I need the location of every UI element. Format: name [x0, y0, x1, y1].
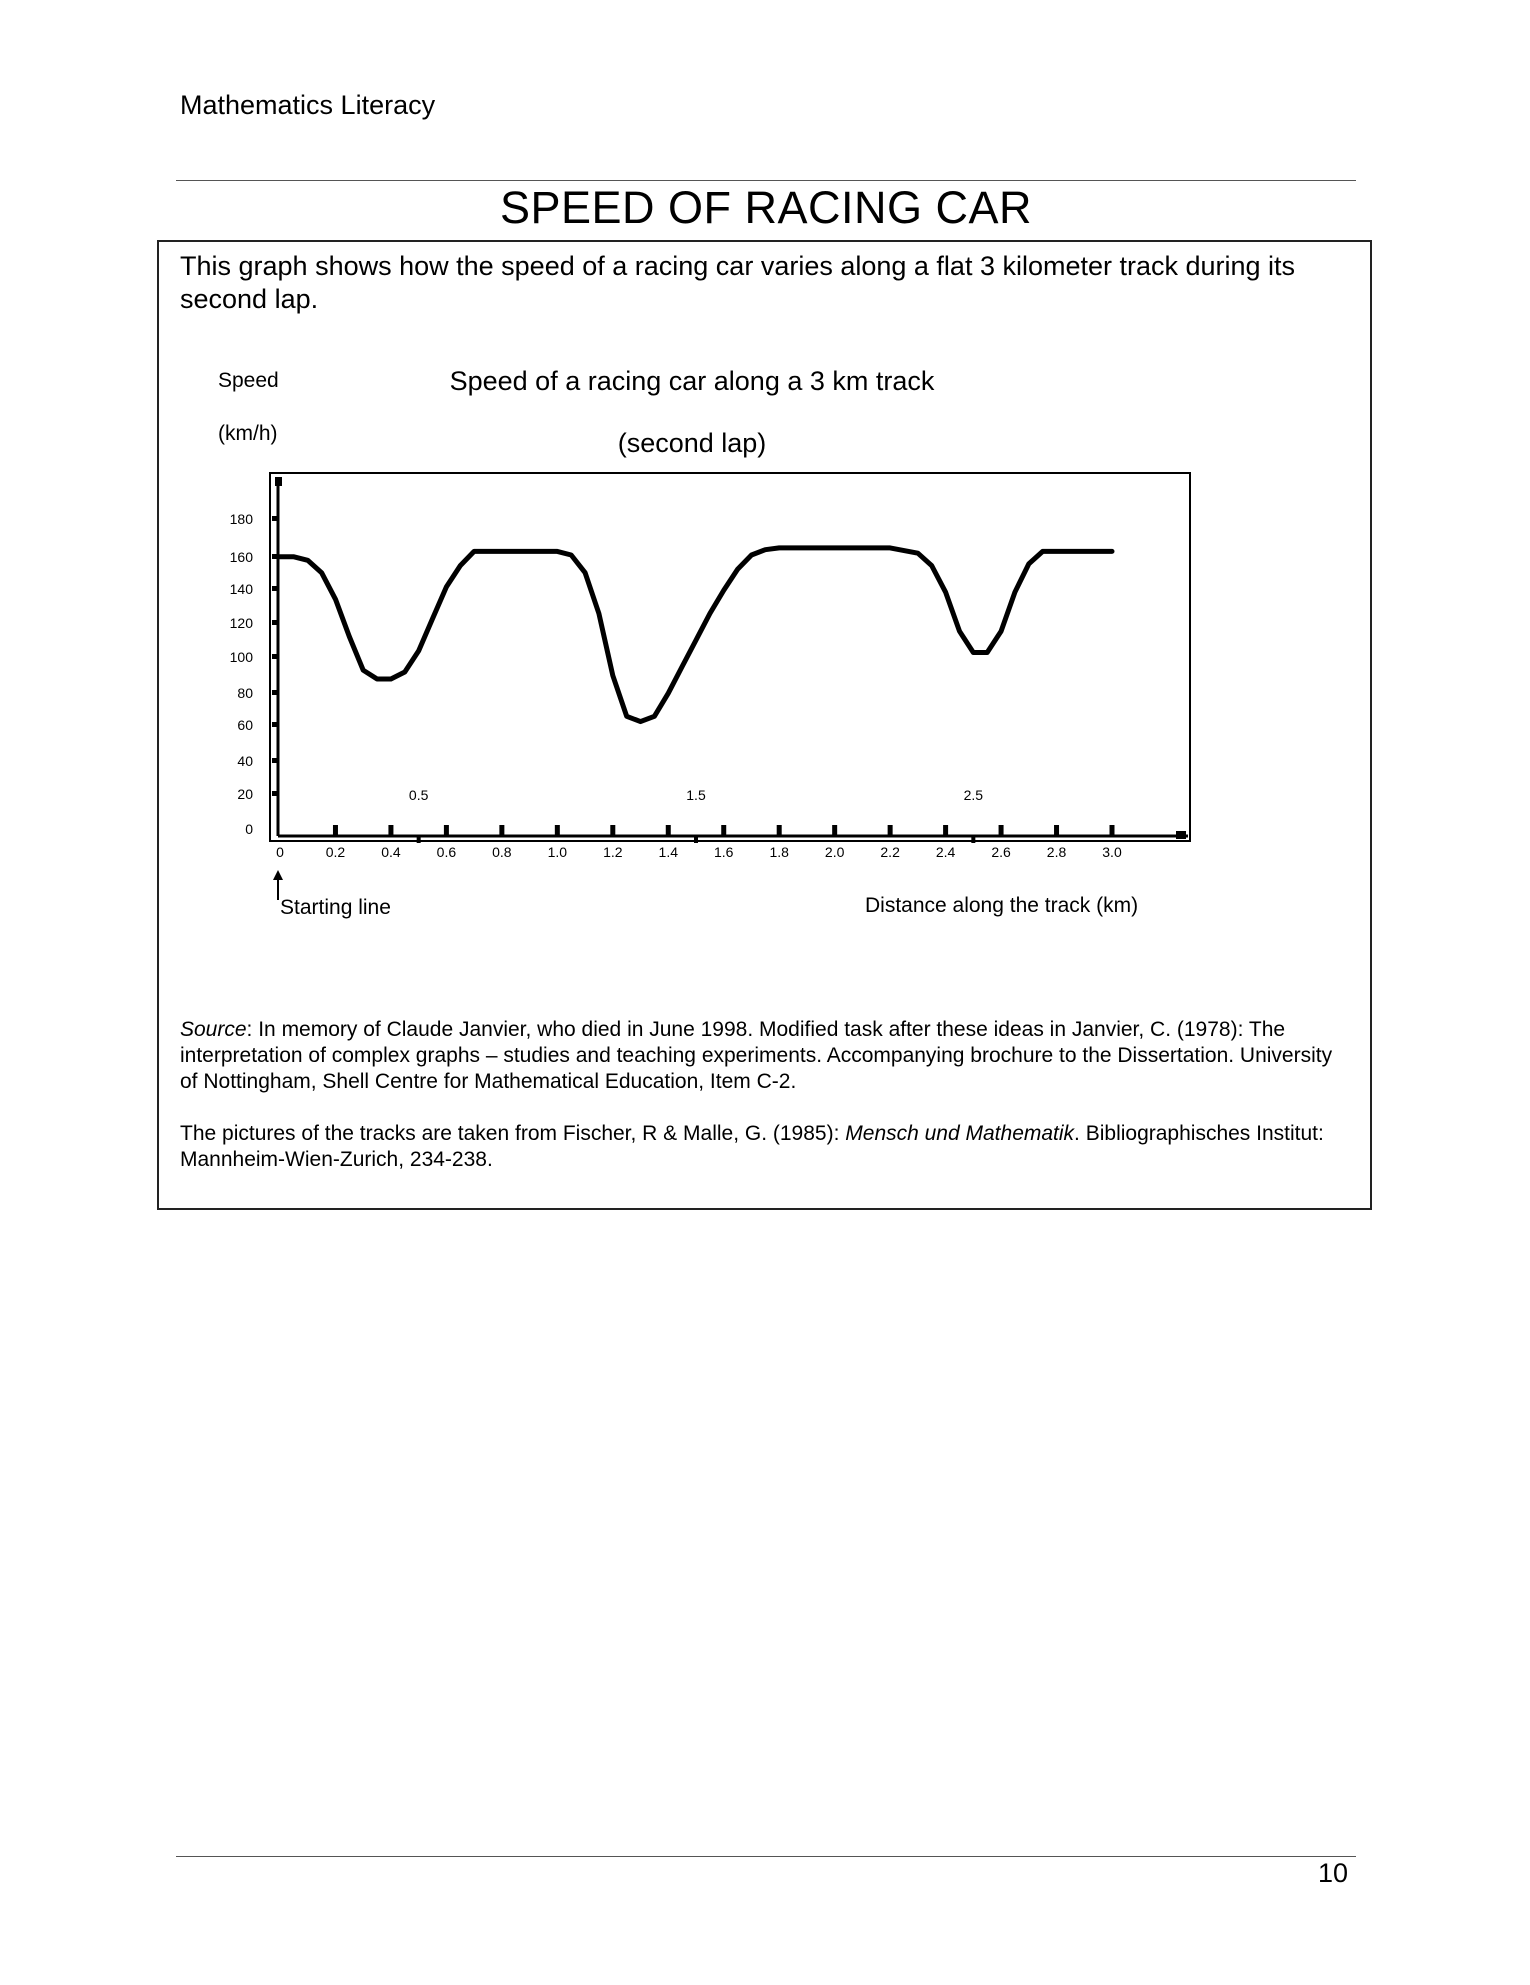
x-tick-label: 1.8 [769, 844, 789, 860]
source-label: Source [180, 1018, 247, 1041]
y-tick-label: 120 [229, 615, 253, 631]
y-tick-label: 80 [237, 685, 253, 701]
x-mid-label: 2.5 [963, 787, 984, 803]
x-tick-label: 1.4 [658, 844, 679, 860]
chart-title: Speed of a racing car along a 3 km track [449, 366, 935, 396]
y-axis-label-line2: (km/h) [218, 422, 278, 445]
y-tick-label: 0 [245, 821, 253, 837]
y-axis-label-line1: Speed [218, 369, 279, 392]
starting-line-label: Starting line [280, 896, 391, 919]
x-tick-label: 3.0 [1102, 844, 1122, 860]
credits-book-title: Mensch und Mathematik [845, 1122, 1075, 1145]
x-tick-label: 0 [276, 844, 284, 860]
x-tick-label: 1.0 [547, 844, 568, 860]
x-tick-label: 0.8 [492, 844, 512, 860]
x-mid-label: 1.5 [686, 787, 706, 803]
x-tick-label: 0.4 [381, 844, 401, 860]
x-tick-label: 0.2 [325, 844, 346, 860]
x-tick-label: 1.2 [603, 844, 623, 860]
x-tick-label: 2.2 [880, 844, 900, 860]
x-tick-label: 2.8 [1046, 844, 1067, 860]
x-tick-label: 0.6 [436, 844, 457, 860]
y-tick-label: 160 [229, 549, 253, 565]
x-tick-label: 1.6 [713, 844, 734, 860]
credits-text-before: The pictures of the tracks are taken from Fischer, R & Malle, G. (1985): [180, 1122, 846, 1145]
credits-text-after: . Bibliographisches Institut: Mannheim-Wien-Zurich, 234-238. [180, 1122, 1324, 1171]
x-tick-label: 2.0 [824, 844, 845, 860]
x-tick-label: 2.6 [991, 844, 1011, 860]
y-tick-label: 180 [229, 511, 253, 527]
y-tick-label: 100 [229, 649, 253, 665]
chart-subtitle: (second lap) [617, 428, 767, 458]
running-header: Mathematics Literacy [180, 90, 436, 120]
source-text: : In memory of Claude Janvier, who died in June 1998. Modified task after these ideas in Janvier, C. (1978): The interpretation of complex graphs – studies and teaching experiments. Accompanying brochure to the Dissertation. University of Nottingham, Shell Centre for Mathematical Education, Item C-2. [180, 1018, 1333, 1093]
x-axis-label: Distance along the track (km) [865, 894, 1139, 917]
x-tick-label: 2.4 [935, 844, 956, 860]
y-tick-label: 40 [237, 753, 253, 769]
source-paragraph [180, 1017, 1355, 1095]
footer-rule [176, 1856, 1356, 1857]
y-tick-label: 20 [237, 786, 253, 802]
credits-paragraph [180, 1121, 1355, 1173]
intro-paragraph: This graph shows how the speed of a racing car varies along a flat 3 kilometer track during its second lap. [180, 251, 1296, 314]
y-tick-label: 140 [229, 581, 253, 597]
page-number: 10 [1318, 1858, 1349, 1888]
header-rule [176, 180, 1356, 181]
y-tick-label: 60 [237, 717, 253, 733]
page-title: SPEED OF RACING CAR [499, 182, 1033, 233]
x-mid-label: 0.5 [408, 787, 429, 803]
